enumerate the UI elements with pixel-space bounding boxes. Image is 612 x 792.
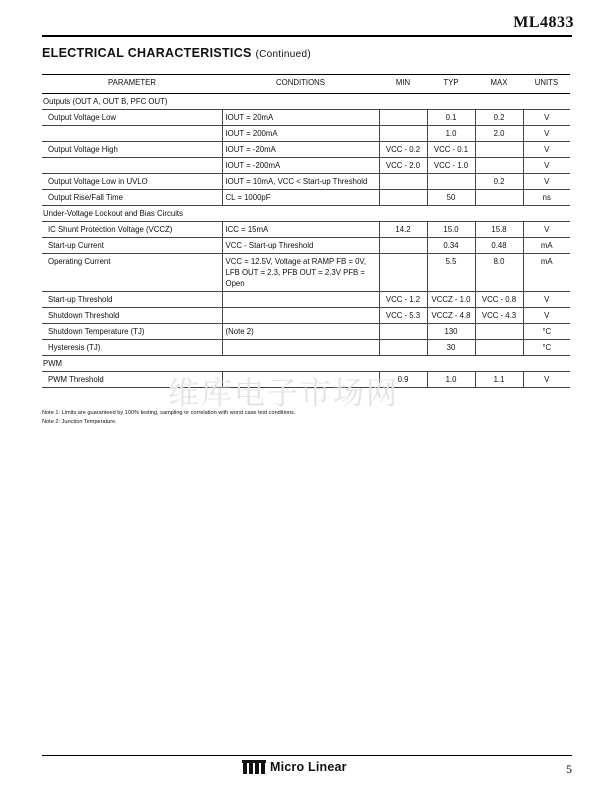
min-cell: 14.2: [379, 222, 427, 238]
units-cell: V: [523, 372, 570, 388]
table-row: [42, 174, 570, 190]
logo-text: Micro Linear: [270, 760, 347, 774]
parameter-cell: Start-up Current: [42, 238, 222, 254]
parameter-cell: PWM Threshold: [42, 372, 222, 388]
units-cell: V: [523, 158, 570, 174]
table-row: [42, 238, 570, 254]
conditions-cell: ICC = 15mA: [222, 222, 379, 238]
units-cell: V: [523, 222, 570, 238]
typ-cell: VCC - 0.1: [427, 142, 475, 158]
conditions-cell: (Note 2): [222, 324, 379, 340]
units-cell: V: [523, 142, 570, 158]
min-cell: VCC - 5.3: [379, 308, 427, 324]
min-cell: VCC - 1.2: [379, 292, 427, 308]
parameter-cell: IC Shunt Protection Voltage (VCCZ): [42, 222, 222, 238]
max-cell: [475, 340, 523, 356]
units-cell: mA: [523, 254, 570, 292]
column-header: MAX: [475, 75, 523, 94]
conditions-cell: IOUT = -20mA: [222, 142, 379, 158]
max-cell: [475, 158, 523, 174]
units-cell: V: [523, 292, 570, 308]
table-row: [42, 126, 570, 142]
conditions-cell: IOUT = 10mA, VCC < Start-up Threshold: [222, 174, 379, 190]
max-cell: VCC - 4.3: [475, 308, 523, 324]
notes: [42, 409, 295, 427]
table-group-row: [42, 94, 570, 110]
page-number: 5: [566, 762, 572, 776]
table-row: [42, 292, 570, 308]
max-cell: 1.1: [475, 372, 523, 388]
table-body: [42, 94, 570, 388]
note: Note 2: Junction Temperature.: [42, 419, 117, 425]
conditions-cell: IOUT = 200mA: [222, 126, 379, 142]
min-cell: [379, 110, 427, 126]
column-header: MIN: [379, 75, 427, 94]
min-cell: [379, 126, 427, 142]
conditions-cell: IOUT = -200mA: [222, 158, 379, 174]
column-header: PARAMETER: [42, 75, 222, 94]
conditions-cell: IOUT = 20mA: [222, 110, 379, 126]
min-cell: [379, 190, 427, 206]
min-cell: [379, 254, 427, 292]
table-header-row: [42, 75, 570, 94]
units-cell: V: [523, 308, 570, 324]
section-title-text: ELECTRICAL CHARACTERISTICS: [42, 46, 252, 60]
part-number: ML4833: [513, 14, 574, 31]
section-title: [42, 46, 311, 60]
typ-cell: 0.34: [427, 238, 475, 254]
parameter-cell: Output Voltage Low: [42, 110, 222, 126]
min-cell: [379, 238, 427, 254]
units-cell: ns: [523, 190, 570, 206]
typ-cell: 1.0: [427, 126, 475, 142]
typ-cell: 1.0: [427, 372, 475, 388]
parameter-cell: Output Voltage Low in UVLO: [42, 174, 222, 190]
max-cell: [475, 324, 523, 340]
electrical-characteristics-table: [42, 74, 570, 388]
parameter-cell: Output Rise/Fall Time: [42, 190, 222, 206]
top-rule: [42, 35, 572, 37]
column-header: TYP: [427, 75, 475, 94]
min-cell: [379, 174, 427, 190]
min-cell: 0.9: [379, 372, 427, 388]
max-cell: [475, 142, 523, 158]
typ-cell: 15.0: [427, 222, 475, 238]
min-cell: [379, 324, 427, 340]
table-row: [42, 222, 570, 238]
max-cell: VCC - 0.8: [475, 292, 523, 308]
max-cell: 15.8: [475, 222, 523, 238]
typ-cell: 5.5: [427, 254, 475, 292]
max-cell: [475, 190, 523, 206]
parameter-cell: Operating Current: [42, 254, 222, 292]
max-cell: 0.48: [475, 238, 523, 254]
conditions-cell: CL = 1000pF: [222, 190, 379, 206]
group-heading: Outputs (OUT A, OUT B, PFC OUT): [42, 94, 570, 110]
conditions-cell: [222, 308, 379, 324]
min-cell: [379, 340, 427, 356]
units-cell: V: [523, 174, 570, 190]
max-cell: 2.0: [475, 126, 523, 142]
parameter-cell: Start-up Threshold: [42, 292, 222, 308]
section-title-continued: (Continued): [255, 49, 311, 60]
typ-cell: VCCZ - 1.0: [427, 292, 475, 308]
bottom-rule: [42, 755, 572, 756]
micro-linear-logo: [242, 760, 347, 774]
table-row: [42, 190, 570, 206]
table-row: [42, 110, 570, 126]
parameter-cell: [42, 158, 222, 174]
micro-linear-logo-icon: [242, 760, 266, 774]
units-cell: V: [523, 126, 570, 142]
conditions-cell: VCC = 12.5V, Voltage at RAMP FB = 0V, LFB OUT = 2.3, PFB OUT = 2.3V PFB = Open: [222, 254, 379, 292]
max-cell: 0.2: [475, 110, 523, 126]
typ-cell: 130: [427, 324, 475, 340]
parameter-cell: Output Voltage High: [42, 142, 222, 158]
max-cell: 0.2: [475, 174, 523, 190]
column-header: CONDITIONS: [222, 75, 379, 94]
units-cell: V: [523, 110, 570, 126]
table-row: [42, 158, 570, 174]
table-row: [42, 308, 570, 324]
typ-cell: VCCZ - 4.8: [427, 308, 475, 324]
conditions-cell: [222, 292, 379, 308]
table-row: [42, 324, 570, 340]
conditions-cell: [222, 340, 379, 356]
parameter-cell: Shutdown Threshold: [42, 308, 222, 324]
group-heading: PWM: [42, 356, 570, 372]
table-row: [42, 254, 570, 292]
column-header: UNITS: [523, 75, 570, 94]
table-row: [42, 142, 570, 158]
conditions-cell: VCC - Start-up Threshold: [222, 238, 379, 254]
units-cell: °C: [523, 340, 570, 356]
max-cell: 8.0: [475, 254, 523, 292]
parameter-cell: Shutdown Temperature (TJ): [42, 324, 222, 340]
typ-cell: [427, 174, 475, 190]
typ-cell: 30: [427, 340, 475, 356]
note: Note 1: Limits are guaranteed by 100% testing, sampling or correlation with worst case test conditions.: [42, 410, 296, 416]
units-cell: mA: [523, 238, 570, 254]
parameter-cell: [42, 126, 222, 142]
parameter-cell: Hysteresis (TJ): [42, 340, 222, 356]
units-cell: °C: [523, 324, 570, 340]
group-heading: Under-Voltage Lockout and Bias Circuits: [42, 206, 570, 222]
typ-cell: VCC - 1.0: [427, 158, 475, 174]
typ-cell: 0.1: [427, 110, 475, 126]
watermark: 维库电子市场网: [168, 376, 399, 412]
min-cell: VCC - 2.0: [379, 158, 427, 174]
typ-cell: 50: [427, 190, 475, 206]
table-row: [42, 340, 570, 356]
min-cell: VCC - 0.2: [379, 142, 427, 158]
table-group-row: [42, 206, 570, 222]
